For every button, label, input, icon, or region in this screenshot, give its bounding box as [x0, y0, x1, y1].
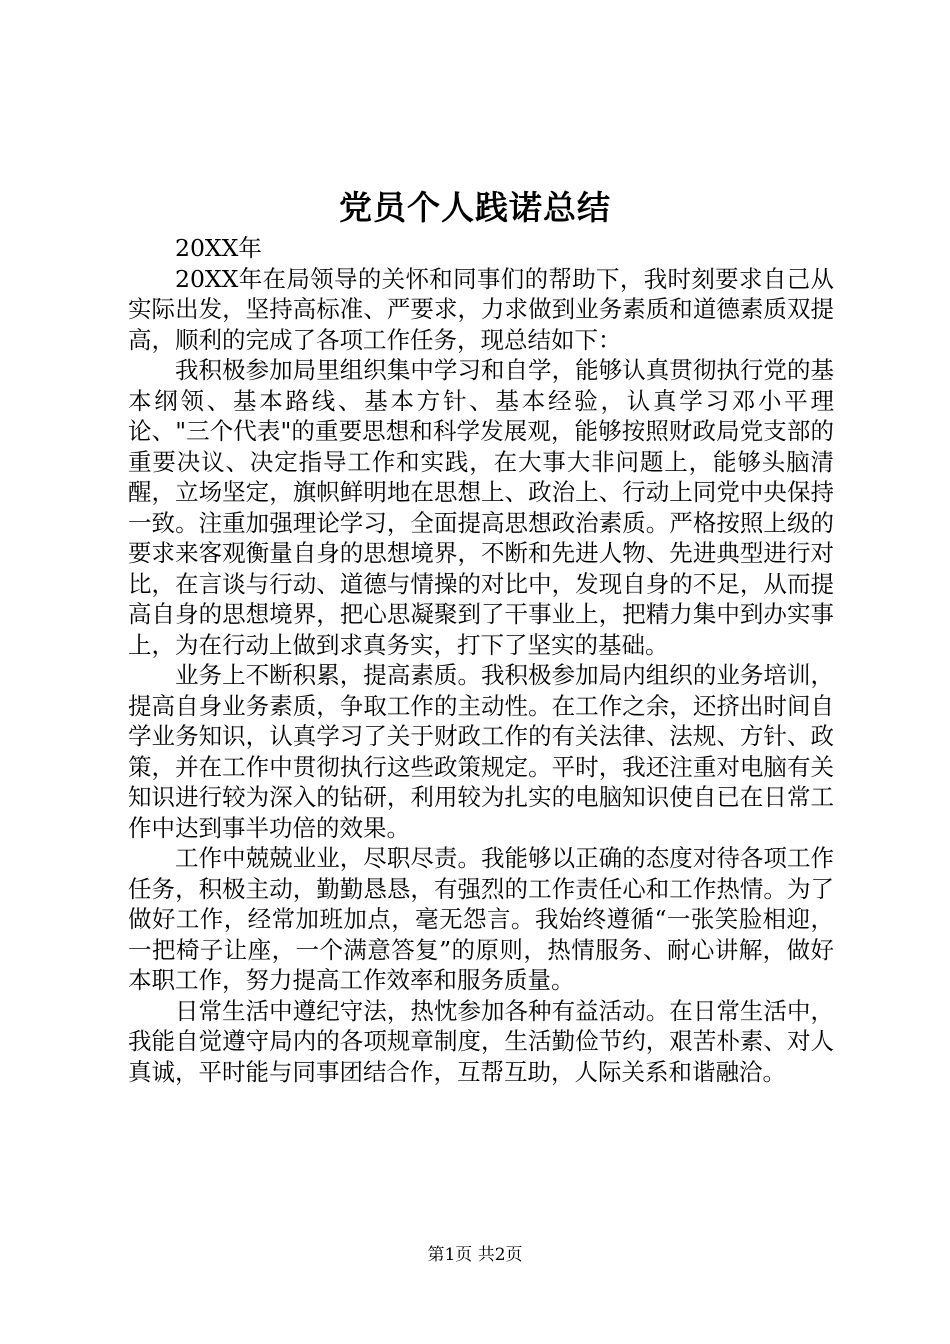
paragraph-daily-life: 日常生活中遵纪守法，热忱参加各种有益活动。在日常生活中，我能自觉遵守局内的各项规章制度，生活勤俭节约，艰苦朴素、对人真诚，平时能与同事团结合作，互帮互助，人际关系和谐融洽。 — [128, 996, 834, 1086]
paragraph-business: 业务上不断积累，提高素质。我积极参加局内组织的业务培训，提高自身业务素质，争取工作的主动性。在工作之余，还挤出时间自学业务知识，认真学习了关于财政工作的有关法律、法规、方针、政策，并在工作中贯彻执行这些政策规定。平时，我还注重对电脑有关知识进行较为深入的钻研，利用较为扎实的电脑知识使自已在日常工作中达到事半功倍的效果。 — [128, 661, 834, 842]
document-body — [128, 233, 834, 1087]
document-title: 党员个人践诺总结 — [339, 188, 611, 227]
document-date: 20XX年 — [175, 234, 262, 262]
page-number: 第1页 共2页 — [427, 1245, 523, 1265]
paragraph-intro: 20XX年在局领导的关怀和同事们的帮助下，我时刻要求自己从实际出发，坚持高标准、严要求，力求做到业务素质和道德素质双提高，顺利的完成了各项工作任务，现总结如下： — [128, 264, 834, 354]
paragraph-work: 工作中兢兢业业，尽职尽责。我能够以正确的态度对待各项工作任务，积极主动，勤勤恳恳，有强烈的工作责任心和工作热情。为了做好工作，经常加班加点，毫无怨言。我始终遵循“一张笑脸相迎，一把椅子让座，一个满意答复”的原则，热情服务、耐心讲解，做好本职工作，努力提高工作效率和服务质量。 — [128, 844, 834, 994]
paragraph-study: 我积极参加局里组织集中学习和自学，能够认真贯彻执行党的基本纲领、基本路线、基本方针、基本经验，认真学习邓小平理论、"三个代表"的重要思想和科学发展观，能够按照财政局党支部的重要决议、决定指导工作和实践，在大事大非问题上，能够头脑清醒，立场坚定，旗帜鲜明地在思想上、政治上、行动上同党中央保持一致。注重加强理论学习，全面提高思想政治素质。严格按照上级的要求来客观衡量自身的思想境界，不断和先进人物、先进典型进行对比，在言谈与行动、道德与情操的对比中，发现自身的不足，从而提高自身的思想境界，把心思凝聚到了干事业上，把精力集中到办实事上，为在行动上做到求真务实，打下了坚实的基础。 — [128, 356, 834, 659]
